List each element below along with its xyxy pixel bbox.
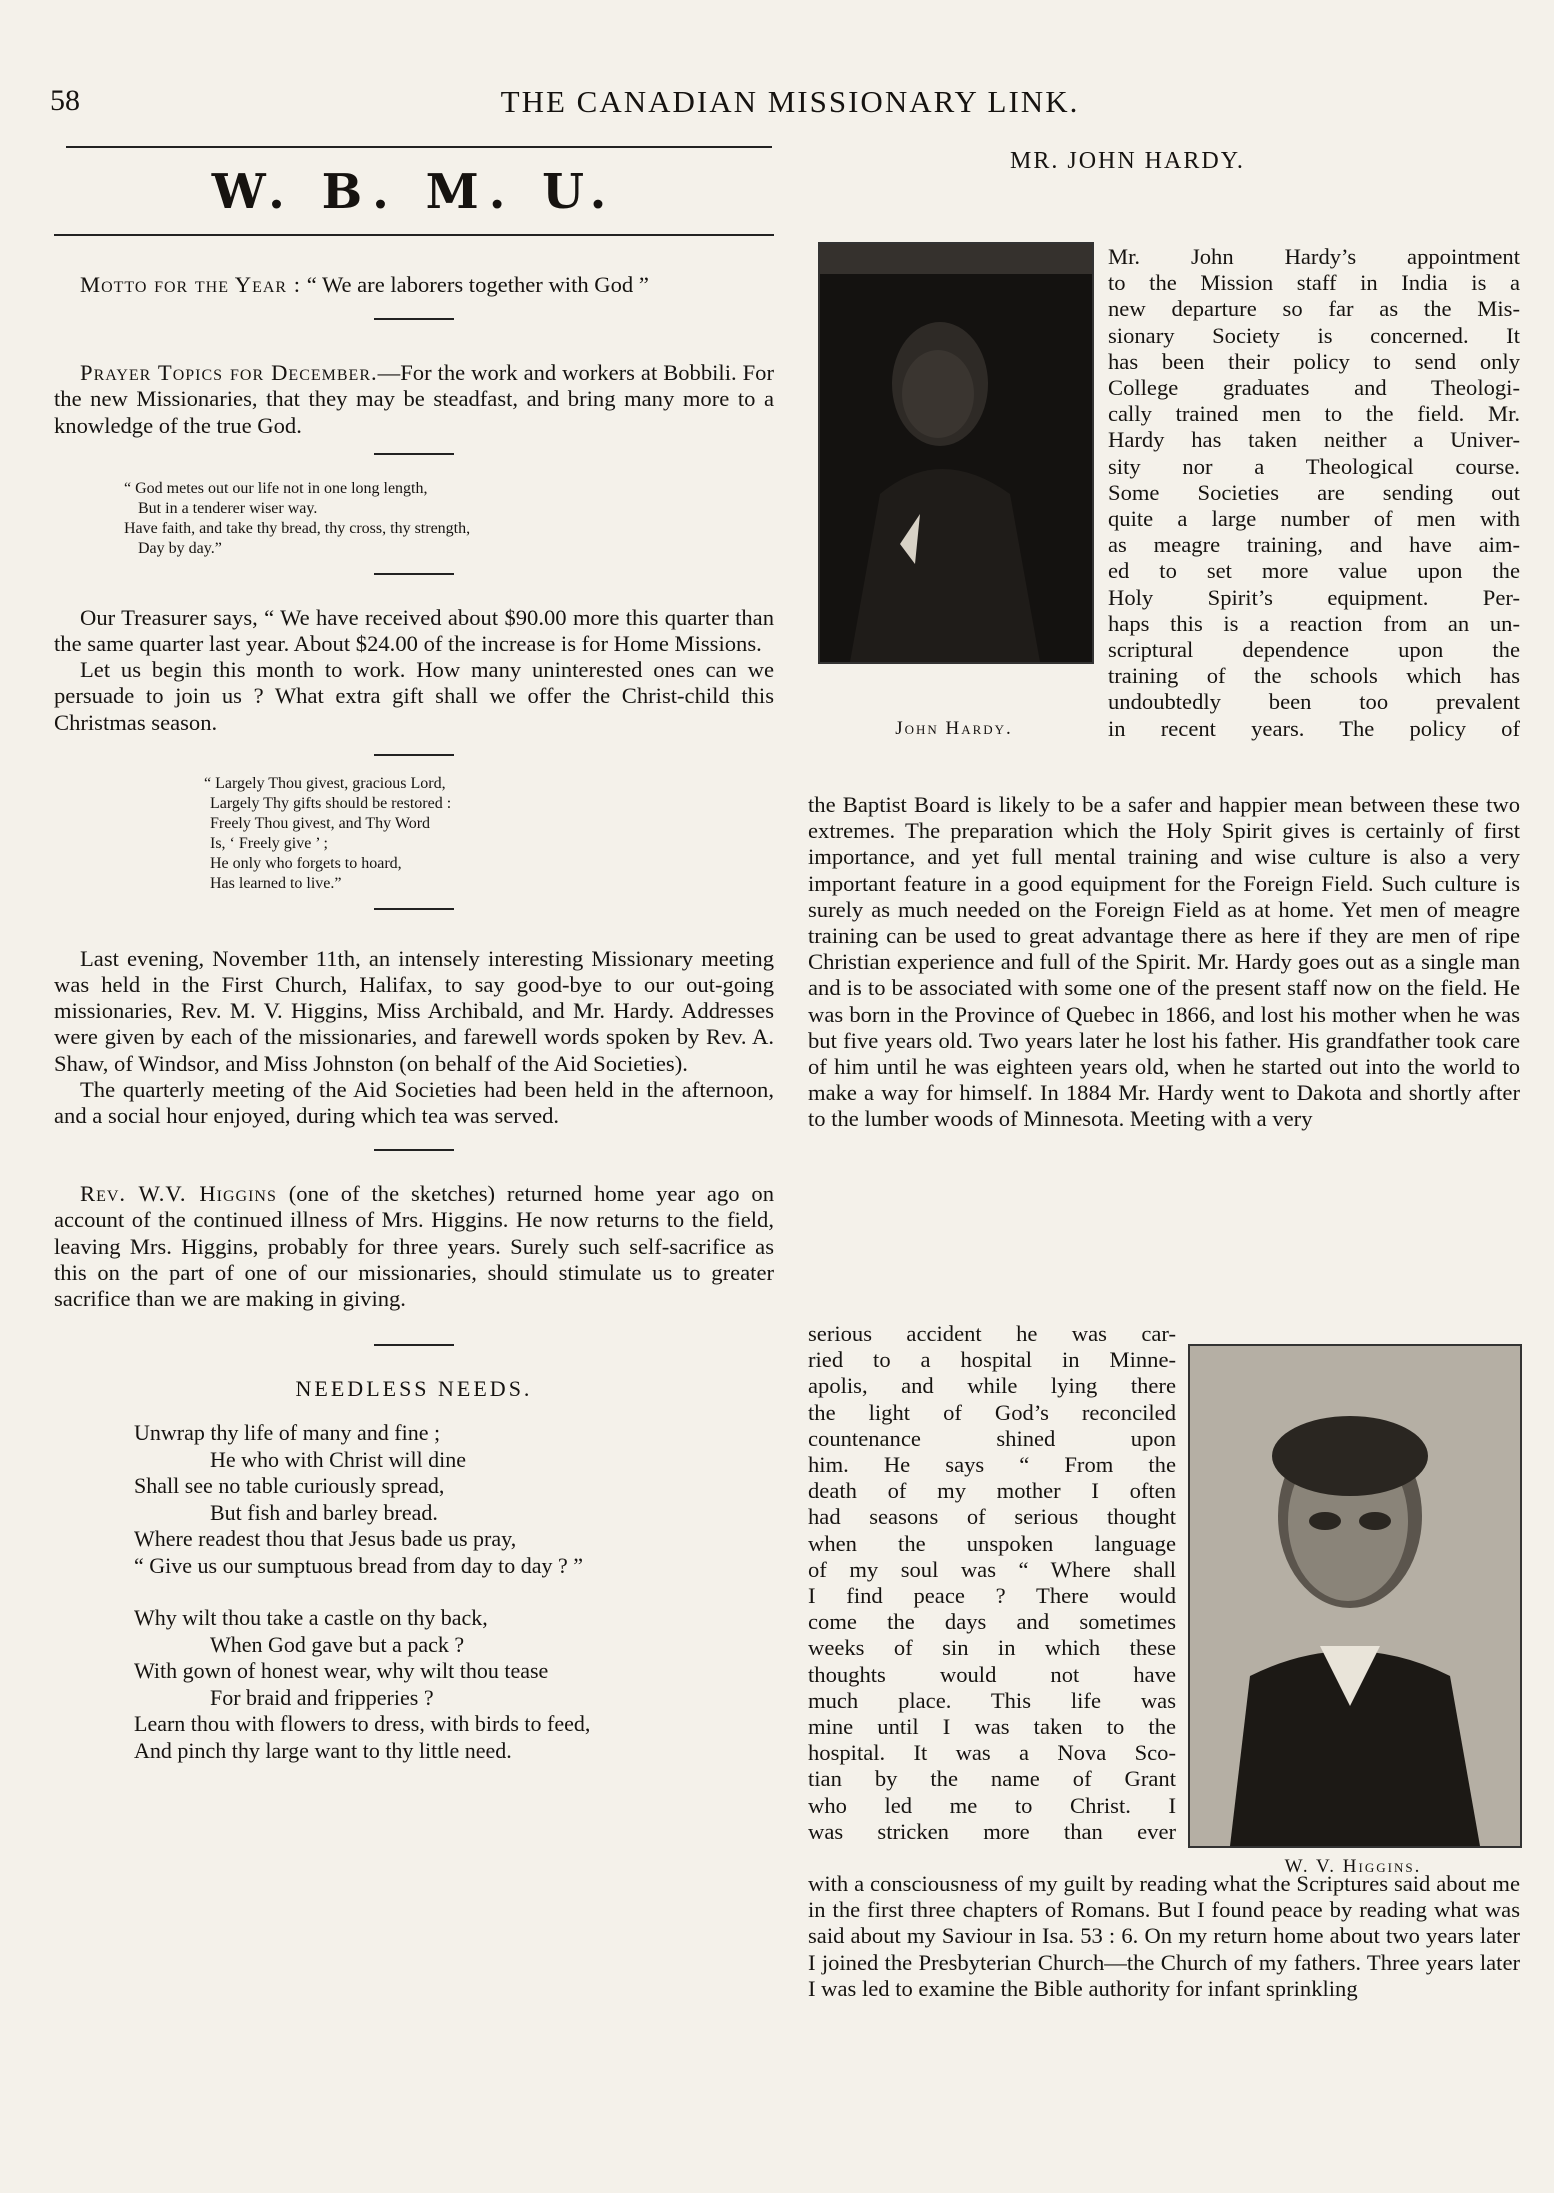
poem-line: Has learned to live.” [210,874,342,892]
text-line: haps this is a reaction from an un- [1108,610,1520,636]
left-column [54,140,774,1764]
text-line: sity nor a Theological course. [1108,453,1520,479]
poem-line: And pinch thy large want to thy little need. [134,1737,512,1763]
poem-line: “ Largely Thou givest, gracious Lord, [204,774,446,792]
title-underline [54,234,774,236]
higgins-text: (one of the sketches) returned home year ago on account of the continued illness of Mrs. Higgins. He now returns to the field, leaving Mrs. Higgins, probably for three years. Surely such self-sacrifice as this on the part of one of our missionaries, should stimulate us to greater sacrifice than we are making in giving. [54,1181,775,1312]
text-line: apolis, and while lying there [808,1373,1176,1399]
text-line: to the Mission staff in India is a [1108,270,1520,296]
poem-line: “ Give us our sumptuous bread from day to day ? ” [134,1552,584,1578]
text-line: him. He says “ From the [808,1452,1176,1478]
portrait-image [820,244,1092,662]
page-header [50,84,1530,128]
text-line: countenance shined upon [808,1425,1176,1451]
prayer-text: —For the work and workers at Bobbili. For the new Missionaries, that they may be steadfast, and bring many more to a knowledge of the true God. [54,360,774,438]
text-line: come the days and sometimes [808,1609,1176,1635]
poem-largely [54,774,774,894]
motto-paragraph [54,272,774,298]
poem-line: He who with Christ will dine [210,1446,467,1472]
text-line: new departure so far as the Mis- [1108,296,1520,322]
text-line: has been their policy to send only [1108,348,1520,374]
text-line: Mr. John Hardy’s appointment [1108,244,1520,269]
motto-text: “ We are laborers together with God ” [301,272,649,297]
poem-line: Why wilt thou take a castle on thy back, [134,1605,488,1631]
text-line: was stricken more than ever [808,1818,1176,1844]
higgins-label: Rev. W.V. Higgins [80,1181,277,1207]
text-line: mine until I was taken to the [808,1714,1176,1740]
poem-line: Freely Thou givest, and Thy Word [210,814,431,832]
quarterly-paragraph: The quarterly meeting of the Aid Societies had been held in the afternoon, and a social hour enjoyed, during which tea was served. [54,1076,774,1129]
hardy-wrap-text-1 [1108,244,1520,742]
poem-line: He only who forgets to hoard, [210,854,402,872]
text-line: undoubtedly been too prevalent [1108,689,1520,715]
treasurer-paragraph: Our Treasurer says, “ We have received about $90.00 more this quarter than the same quarter last year. About $24.00 of the increase is for Home Missions. [54,604,774,657]
poem-line: Unwrap thy life of many and fine ; [134,1420,441,1446]
text-line: when the unspoken language [808,1530,1176,1556]
page-number: 58 [50,84,80,117]
text-line: cally trained men to the field. Mr. [1108,401,1520,427]
text-line: Holy Spirit’s equipment. Per- [1108,584,1520,610]
poem-line [134,1579,774,1605]
text-line: Hardy has taken neither a Univer- [1108,427,1520,453]
poem-line: Largely Thy gifts should be restored : [210,794,452,812]
hardy-body-1: the Baptist Board is likely to be a safer and happier mean between these two extremes. The preparation which the Holy Spirit gives is certainly of first importance, and yet full mental training and wise culture is also a very important feature in a good equipment for the Foreign Field. Such culture is surely as much needed on the Foreign Field as at home. Yet men of meagre training can be used to great advantage there as here if they are men of ripe Christian experience and full of the Spirit. Mr. Hardy goes out as a single man and is to be associated with some one of the present staff now on the field. He was born in the Province of Quebec in 1866, and lost his mother when he was but five years old. Two years later he lost his father. His grandfather took care of him until he was eighteen years old, when he started out into the world to make a way for himself. In 1884 Mr. Hardy went to Dakota and shortly after to the lumber woods of Minnesota. Meeting with a very [808,792,1520,1132]
prayer-label: Prayer Topics for December. [80,360,378,386]
text-line: hospital. It was a Nova Sco- [808,1740,1176,1766]
text-line: College graduates and Theologi- [1108,375,1520,401]
text-line: weeks of sin in which these [808,1635,1176,1661]
text-line: much place. This life was [808,1687,1176,1713]
text-line: scriptural dependence upon the [1108,637,1520,663]
section-title: W. B. M. U. [211,164,617,220]
poem-line: For braid and fripperies ? [210,1684,434,1710]
poem-needless-needs [54,1420,774,1764]
poem-line: Is, ‘ Freely give ’ ; [210,834,328,852]
text-line: the light of God’s reconciled [808,1399,1176,1425]
poem-line: But in a tenderer wiser way. [138,499,318,517]
poem-line: Shall see no table curiously spread, [134,1473,445,1499]
text-line: in recent years. The policy of [1108,715,1520,741]
text-line: ed to set more value upon the [1108,558,1520,584]
poem-line: “ God metes out our life not in one long length, [124,479,428,497]
text-line: of my soul was “ Where shall [808,1556,1176,1582]
poem-line: When God gave but a pack ? [210,1631,465,1657]
higgins-photo [1188,1344,1522,1848]
last-evening-paragraph: Last evening, November 11th, an intensely interesting Missionary meeting was held in the First Church, Halifax, to say good-bye to our out-going missionaries, Rev. M. V. Higgins, Miss Archibald, and Mr. Hardy. Addresses were given by each of the missionaries, and farewell words spoken by Rev. A. Shaw, of Windsor, and Miss Johnston (on behalf of the Aid Societies). [54,945,774,1076]
text-line: training of the schools which has [1108,663,1520,689]
poem-line: Day by day.” [138,539,222,557]
running-title: THE CANADIAN MISSIONARY LINK. [500,84,1080,119]
poem-line: But fish and barley bread. [210,1499,438,1525]
poem-days [54,479,774,559]
poem-line: With gown of honest wear, why wilt thou tease [134,1658,549,1684]
text-line: Some Societies are sending out [1108,479,1520,505]
john-hardy-caption: John Hardy. [895,718,1013,739]
prayer-paragraph [54,360,774,439]
poem-line: Have faith, and take thy bread, thy cross, thy strength, [124,519,471,537]
text-line: who led me to Christ. I [808,1792,1176,1818]
text-line: sionary Society is concerned. It [1108,322,1520,348]
text-line: death of my mother I often [808,1478,1176,1504]
text-line: serious accident he was car- [808,1321,1176,1346]
portrait-image [1190,1346,1520,1846]
text-line: I find peace ? There would [808,1583,1176,1609]
text-line: quite a large number of men with [1108,506,1520,532]
hardy-wrap-text-2 [808,1321,1176,1845]
poem-line: Where readest thou that Jesus bade us pray, [134,1526,517,1552]
text-line: as meagre training, and have aim- [1108,532,1520,558]
higgins-caption: W. V. Higgins. [1284,1856,1422,1877]
needless-needs-title: NEEDLESS NEEDS. [295,1376,533,1402]
hardy-title: MR. JOHN HARDY. [1010,148,1245,174]
hardy-body-2: with a consciousness of my guilt by reading what the Scriptures said about me in the first three chapters of Romans. But I found peace by reading what was said about my Saviour in Isa. 53 : 6. On my return home about two years later I joined the Presbyterian Church—the Church of my fathers. Three years later I was led to examine the Bible authority for infant sprinkling [808,1871,1520,2001]
poem-line: Learn thou with flowers to dress, with birds to feed, [134,1711,591,1737]
begin-work-paragraph: Let us begin this month to work. How many uninterested ones can we persuade to join us ? What extra gift shall we offer the Christ-child this Christmas season. [54,657,774,735]
motto-label: Motto for the Year : [80,272,302,297]
john-hardy-photo [818,242,1094,664]
text-line: ried to a hospital in Minne- [808,1347,1176,1373]
text-line: thoughts would not have [808,1661,1176,1687]
text-line: had seasons of serious thought [808,1504,1176,1530]
text-line: tian by the name of Grant [808,1766,1176,1792]
higgins-paragraph [54,1181,774,1312]
